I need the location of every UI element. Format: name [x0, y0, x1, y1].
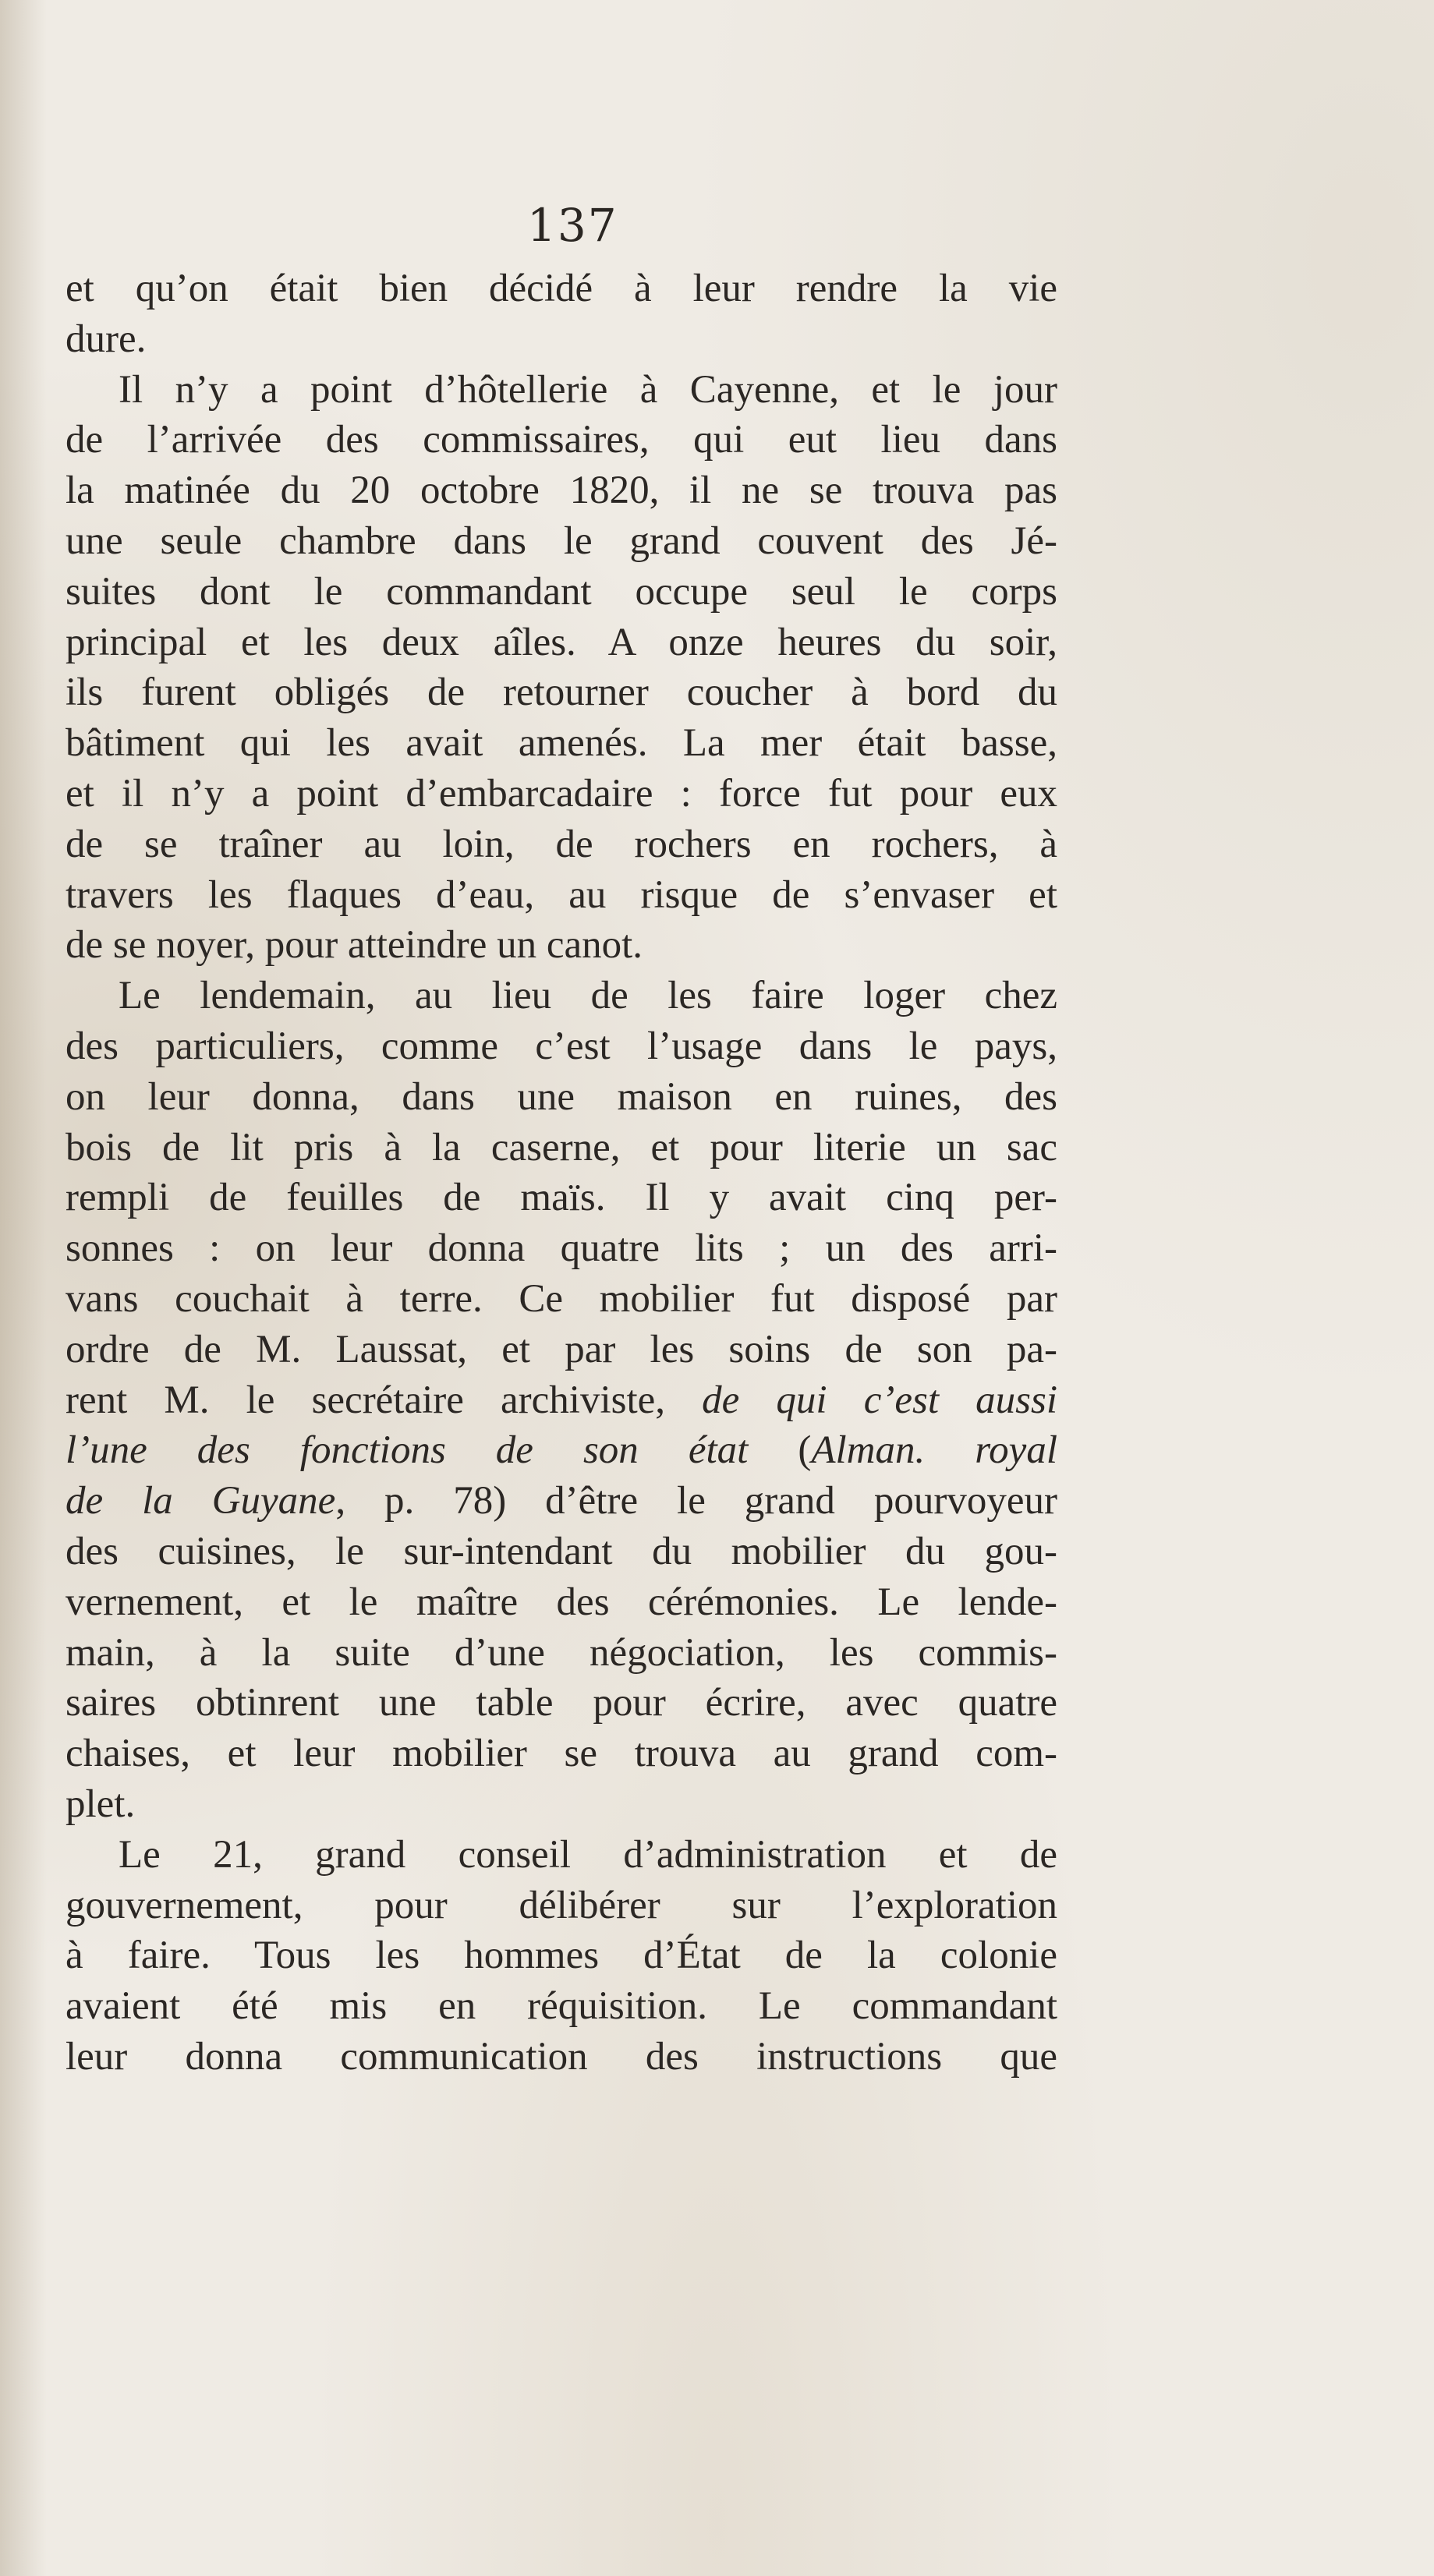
text-line: de se noyer, pour atteindre un canot. [66, 923, 643, 968]
page-number: 137 [527, 199, 618, 252]
text-line: ordre de M. Laussat, et par les soins de son pa- [66, 1327, 1057, 1371]
text-line: des cuisines, le sur-intendant du mobilier du gou- [66, 1529, 1057, 1573]
text-line: dure. [66, 317, 147, 361]
text-line: sonnes : on leur donna quatre lits ; un des arri- [66, 1226, 1057, 1271]
text-line: Le lendemain, au lieu de les faire loger chez [119, 974, 1057, 1018]
italic-run: Alman. royal [811, 1428, 1057, 1473]
text-line: saires obtinrent une table pour écrire, avec quatre [66, 1681, 1057, 1725]
text-line: Le 21, grand conseil d’administration et de [119, 1832, 1057, 1877]
text-line: Il n’y a point d’hôtellerie à Cayenne, et le jour [119, 367, 1057, 412]
italic-run: l’une des fonctions de son état [66, 1428, 749, 1473]
text-run: , p. 78) d’être le grand pourvoyeur [335, 1479, 1057, 1523]
italic-run: de qui c’est aussi [702, 1378, 1057, 1422]
text-line [66, 1425, 1057, 1476]
gutter-shadow [0, 0, 47, 2576]
text-line: main, à la suite d’une négociation, les commis- [66, 1630, 1057, 1675]
text-line: de l’arrivée des commissaires, qui eut lieu dans [66, 418, 1057, 462]
text-line: ils furent obligés de retourner coucher à bord du [66, 671, 1057, 715]
text-line: chaises, et leur mobilier se trouva au grand com- [66, 1732, 1057, 1776]
text-run: ( [798, 1428, 812, 1473]
text-line: leur donna communication des instructions que [66, 2034, 1057, 2079]
text-line: la matinée du 20 octobre 1820, il ne se trouva pas [66, 469, 1057, 513]
text-line: à faire. Tous les hommes d’État de la colonie [66, 1934, 1057, 1978]
text-line: une seule chambre dans le grand couvent des Jé- [66, 518, 1057, 563]
text-line: vans couchait à terre. Ce mobilier fut disposé par [66, 1276, 1057, 1321]
text-line: gouvernement, pour délibérer sur l’exploration [66, 1883, 1057, 1927]
text-line: principal et les deux aîles. A onze heures du soir, [66, 620, 1057, 664]
text-line: vernement, et le maître des cérémonies. Le lende- [66, 1580, 1057, 1624]
text-line: avaient été mis en réquisition. Le commandant [66, 1984, 1057, 2029]
text-line [66, 1476, 1057, 1527]
text-line: rempli de feuilles de maïs. Il y avait cinq per- [66, 1176, 1057, 1220]
text-line: et qu’on était bien décidé à leur rendre la vie [66, 267, 1057, 310]
body-text [66, 264, 1057, 2082]
text-line [66, 1375, 1057, 1426]
text-line: on leur donna, dans une maison en ruines, des [66, 1074, 1057, 1119]
text-run: rent M. le secrétaire archiviste, [66, 1378, 666, 1422]
text-line: de se traîner au loin, de rochers en rochers, à [66, 822, 1057, 866]
text-line: travers les flaques d’eau, au risque de s’envaser et [66, 872, 1057, 917]
text-line: des particuliers, comme c’est l’usage dans le pays, [66, 1024, 1057, 1068]
text-line: et il n’y a point d’embarcadaire : force fut pour eux [66, 771, 1057, 816]
text-line: bâtiment qui les avait amenés. La mer était basse, [66, 721, 1057, 766]
italic-run: de la Guyane [66, 1479, 336, 1523]
text-line: suites dont le commandant occupe seul le corps [66, 569, 1057, 614]
text-line: bois de lit pris à la caserne, et pour literie un sac [66, 1125, 1057, 1169]
text-line: plet. [66, 1782, 136, 1826]
